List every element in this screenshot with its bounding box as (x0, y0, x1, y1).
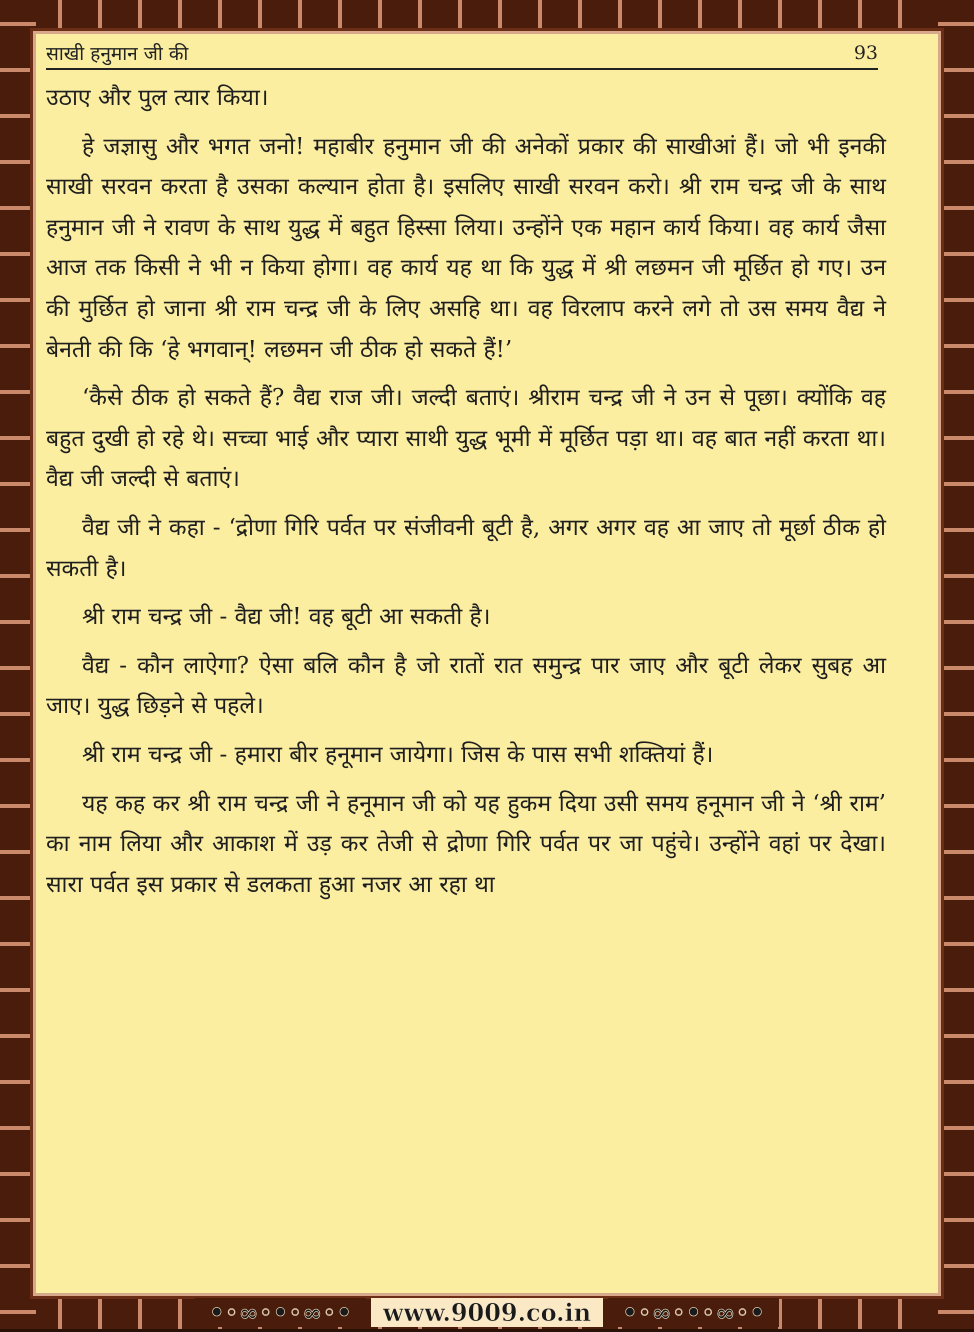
footer-right-ornament: •◦∞◦•◦∞◦• (608, 1298, 779, 1327)
paragraph: श्री राम चन्द्र जी - वैद्य जी! वह बूटी आ सकती है। (82, 604, 491, 631)
paragraph: उठाए और पुल त्यार किया। (46, 85, 269, 111)
paragraph: ‘कैसे ठीक हो सकते हैं? वैद्य राज जी। जल्दी बताएं। श्रीराम चन्द्र जी ने उन से पूछा। क्योंकि वह बहुत दुखी हो रहे थे। सच्चा भाई और प्यारा साथी युद्ध भूमी में मूर्छित पड़ा था। वह बात नहीं करता था। वैद्य जी जल्दी से बताएं। (46, 385, 886, 493)
running-title: साखी हनुमान जी की (46, 43, 189, 65)
page-header (46, 34, 878, 70)
paragraph: श्री राम चन्द्र जी - हमारा बीर हनूमान जायेगा। जिस के पास सभी शक्तियां हैं। (82, 741, 714, 768)
paragraph: वैद्य - कौन लाऐगा? ऐसा बलि कौन है जो रातों रात समुन्द्र पार जाए और बूटी लेकर सुबह आ जाए। युद्ध छिड़ने से पहले। (46, 652, 886, 720)
website-url[interactable]: www.9009.co.in (371, 1298, 603, 1327)
footer-left-ornament: •◦∞◦•◦∞◦• (195, 1298, 366, 1327)
paragraph: हे जज्ञासु और भगत जनो! महाबीर हनुमान जी की अनेकों प्रकार की साखीआं हैं। जो भी इनकी साखी सरवन करता है उसका कल्यान होता है। इसलिए साखी सरवन करो। श्री राम चन्द्र जी के साथ हनुमान जी ने रावण के साथ युद्ध में बहुत हिस्सा लिया। उन्होंने एक महान कार्य किया। वह कार्य जैसा आज तक किसी ने भी न किया होगा। वह कार्य यह था कि युद्ध में श्री लछमन जी मूर्छित हो गए। उन की मुर्छित हो जाना श्री राम चन्द्र जी के लिए असहि था। वह विरलाप करने लगे तो उस समय वैद्य ने बेनती की कि ‘हे भगवान्! लछमन जी ठीक हो सकते हैं!’ (46, 133, 886, 363)
page-body (46, 78, 886, 913)
footer-bar (0, 1297, 974, 1329)
paragraph: यह कह कर श्री राम चन्द्र जी ने हनूमान जी को यह हुकम दिया उसी समय हनूमान जी ने ‘श्री राम’ का नाम लिया और आकाश में उड़ कर तेजी से द्रोणा गिरि पर्वत पर जा पहुंचे। उन्होंने वहां पर देखा। सारा पर्वत इस प्रकार से डलकता हुआ नजर आ रहा था (46, 790, 886, 898)
page-number: 93 (853, 42, 878, 64)
paragraph: वैद्य जी ने कहा - ‘द्रोणा गिरि पर्वत पर संजीवनी बूटी है, अगर अगर वह आ जाए तो मूर्छा ठीक हो सकती है। (46, 514, 886, 582)
